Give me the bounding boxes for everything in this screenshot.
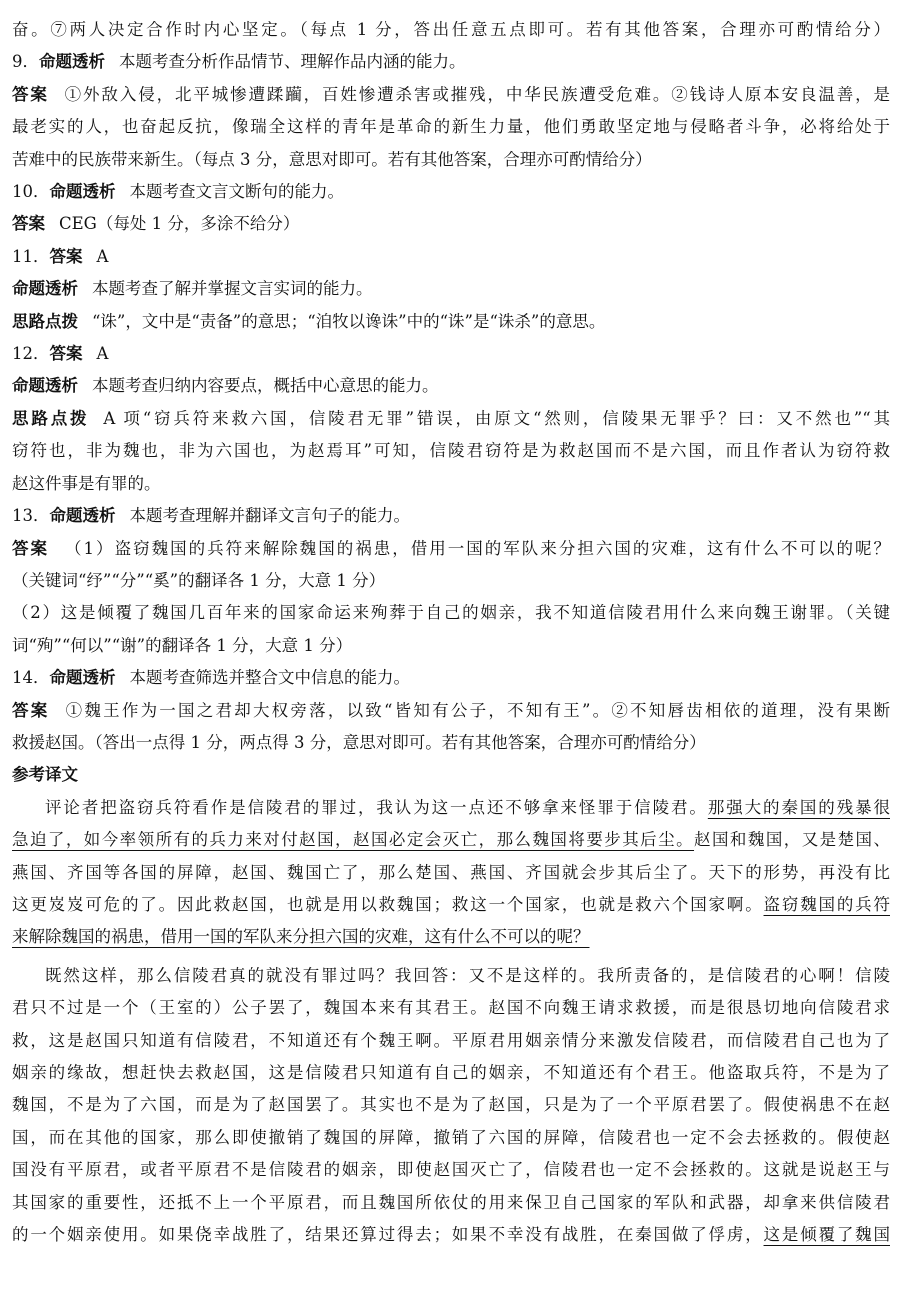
question-9-analysis bbox=[12, 46, 890, 78]
underlined-text: 急迫了，如今率领所有的兵力来对付赵国，赵国必定会灭亡，那么魏国将要步其后尘。 bbox=[12, 830, 695, 850]
analysis-text: 本题考查文言文断句的能力。 bbox=[129, 182, 344, 202]
translation-line bbox=[12, 824, 890, 856]
reference-translation-title: 参考译文 bbox=[12, 765, 78, 785]
answer-line: （2）这是倾覆了魏国几百年来的国家命运来殉葬于自己的姻亲，我不知道信陵君用什么来向魏王谢罪。（关键 bbox=[12, 603, 890, 623]
question-11-answer bbox=[12, 241, 890, 273]
section-tag: 答案 bbox=[49, 344, 83, 364]
section-tag: 答案 bbox=[12, 84, 49, 104]
question-number: 13． bbox=[12, 506, 50, 526]
section-tag: 答案 bbox=[12, 538, 50, 558]
translation-line bbox=[12, 792, 890, 824]
question-number: 11． bbox=[12, 246, 50, 266]
section-tag: 命题透析 bbox=[12, 376, 78, 396]
section-tag: 命题透析 bbox=[49, 506, 116, 526]
analysis-text: 本题考查分析作品情节、理解作品内涵的能力。 bbox=[119, 52, 466, 72]
section-tag: 答案 bbox=[12, 214, 45, 234]
hint-text: A 项“窃兵符来救六国，信陵君无罪”错误，由原文“然则，信陵果无罪乎？曰：又不然也”“其 bbox=[103, 408, 890, 428]
question-number: 9． bbox=[12, 52, 39, 72]
answer-line: 词“殉”“何以”“谢”的翻译各 1 分，大意 1 分） bbox=[12, 635, 353, 655]
hint-line: 赵这件事是有罪的。 bbox=[12, 473, 161, 493]
translation-line: 魏国，不是为了六国，而是为了赵国罢了。其实也不是为了赵国，只是为了一个平原君罢了。假使祸患不在赵 bbox=[12, 1095, 890, 1115]
question-12-analysis bbox=[12, 370, 890, 402]
translation-line: 其国家的重要性，还抵不上一个平原君，而且魏国所依仗的用来保卫自己国家的军队和武器，却拿来供信陵君 bbox=[12, 1192, 890, 1212]
translation-text: 这更岌岌可危的了。因此救赵国，也就是用以救魏国；救这一个国家，也就是救六个国家啊。 bbox=[12, 894, 764, 914]
question-11-hint bbox=[12, 306, 890, 338]
answer-line: 最老实的人，也奋起反抗，像瑞全这样的青年是革命的新生力量，他们勇敢坚定地与侵略者斗争，必将给处于 bbox=[12, 117, 890, 137]
underlined-text: 盗窃魏国的兵符 bbox=[763, 894, 890, 914]
translation-line bbox=[12, 921, 890, 953]
hint-text: “诛”，文中是“责备”的意思；“洎牧以谗诛”中的“诛”是“诛杀”的意思。 bbox=[92, 311, 606, 331]
translation-line bbox=[12, 1219, 890, 1251]
section-tag: 命题透析 bbox=[49, 668, 116, 688]
section-tag: 思路点拨 bbox=[12, 311, 78, 331]
translation-line bbox=[12, 889, 890, 921]
section-tag: 答案 bbox=[12, 700, 50, 720]
answer-text: ①外敌入侵，北平城惨遭蹂躏，百姓惨遭杀害或摧残，中华民族遭受危难。②钱诗人原本安良温善，是 bbox=[62, 84, 890, 104]
question-11-analysis bbox=[12, 273, 890, 305]
analysis-text: 本题考查了解并掌握文言实词的能力。 bbox=[92, 279, 373, 299]
hint-line: 窃符也，非为魏也，非为六国也，为赵焉耳”可知，信陵君窃符是为救赵国而不是六国，而且作者认为窃符救 bbox=[12, 441, 890, 461]
translation-text: 赵国和魏国，又是楚国、 bbox=[694, 830, 890, 850]
analysis-text: 本题考查理解并翻译文言句子的能力。 bbox=[129, 506, 410, 526]
answer-line: 苦难中的民族带来新生。（每点 3 分，意思对即可。若有其他答案，合理亦可酌情给分） bbox=[12, 149, 652, 169]
translation-line: 国，而在其他的国家，那么即使撤销了魏国的屏障，撤销了六国的屏障，信陵君也一定不会去拯救的。假使赵 bbox=[12, 1127, 890, 1147]
answer-line: 奋。⑦两人决定合作时内心坚定。（每点 1 分，答出任意五点即可。若有其他答案，合理亦可酌情给分） bbox=[12, 20, 890, 39]
translation-text: 的一个姻亲使用。如果侥幸战胜了，结果还算过得去；如果不幸没有战胜，在秦国做了俘虏， bbox=[12, 1225, 764, 1245]
section-tag: 命题透析 bbox=[49, 182, 116, 202]
analysis-text: 本题考查归纳内容要点，概括中心意思的能力。 bbox=[92, 376, 439, 396]
section-tag: 答案 bbox=[49, 246, 83, 266]
section-tag: 思路点拨 bbox=[12, 408, 90, 428]
answer-text: A bbox=[96, 344, 109, 364]
question-number: 14． bbox=[12, 668, 50, 688]
translation-line: 君只不过是一个（王室的）公子罢了，魏国本来有其君王。赵国不向魏王请求救援，而是很恳切地向信陵君求 bbox=[12, 998, 890, 1018]
answer-line: 救援赵国。（答出一点得 1 分，两点得 3 分，意思对即可。若有其他答案，合理亦可酌情给分） bbox=[12, 732, 706, 752]
translation-line: 既然这样，那么信陵君真的就没有罪过吗？我回答：又不是这样的。我所责备的，是信陵君的心啊！信陵 bbox=[45, 965, 890, 985]
question-13-answer bbox=[12, 533, 890, 565]
answer-text: A bbox=[96, 246, 109, 266]
question-10-answer bbox=[12, 208, 890, 240]
underlined-text: 那强大的秦国的残暴很 bbox=[707, 797, 890, 817]
question-13-analysis bbox=[12, 500, 890, 532]
question-number: 10． bbox=[12, 182, 50, 202]
translation-text: 评论者把盗窃兵符看作是信陵君的罪过，我认为这一点还不够拿来怪罪于信陵君。 bbox=[45, 797, 708, 817]
translation-line: 姻亲的缘故，想赶快去救赵国，这是信陵君只知道有自己的姻亲，不知道还有个君王。他盗取兵符，不是为了 bbox=[12, 1063, 890, 1082]
underlined-text: 来解除魏国的祸患，借用一国的军队来分担六国的灾难，这有什么不可以的呢？ bbox=[12, 927, 590, 947]
translation-line: 救，这是赵国只知道有信陵君，不知道还有个魏王啊。平原君用姻亲情分来激发信陵君，而信陵君自己也为了 bbox=[12, 1030, 890, 1050]
answer-text: CEG（每处 1 分，多涂不给分） bbox=[59, 214, 300, 234]
answer-line: （关键词“纾”“分”“奚”的翻译各 1 分，大意 1 分） bbox=[12, 570, 386, 590]
answer-text: ①魏王作为一国之君却大权旁落，以致“皆知有公子，不知有王”。②不知唇齿相依的道理，没有果断 bbox=[63, 700, 890, 720]
translation-line: 燕国、齐国等各国的屏障，赵国、魏国亡了，那么楚国、燕国、齐国就会步其后尘了。天下的形势，再没有比 bbox=[12, 862, 890, 882]
question-9-answer bbox=[12, 79, 890, 111]
question-10-analysis bbox=[12, 176, 890, 208]
section-tag: 命题透析 bbox=[39, 52, 105, 72]
question-14-analysis bbox=[12, 662, 890, 694]
section-tag: 命题透析 bbox=[12, 279, 78, 299]
question-12-answer bbox=[12, 338, 890, 370]
translation-line: 国没有平原君，或者平原君不是信陵君的姻亲，即使赵国灭亡了，信陵君也一定不会拯救的。这就是说赵王与 bbox=[12, 1160, 890, 1180]
analysis-text: 本题考查筛选并整合文中信息的能力。 bbox=[129, 668, 410, 688]
underlined-text: 这是倾覆了魏国 bbox=[763, 1225, 890, 1245]
question-14-answer bbox=[12, 695, 890, 727]
question-number: 12． bbox=[12, 344, 50, 364]
question-12-hint bbox=[12, 403, 890, 435]
answer-text: （1）盗窃魏国的兵符来解除魏国的祸患，借用一国的军队来分担六国的灾难，这有什么不可以的呢？ bbox=[63, 538, 890, 558]
